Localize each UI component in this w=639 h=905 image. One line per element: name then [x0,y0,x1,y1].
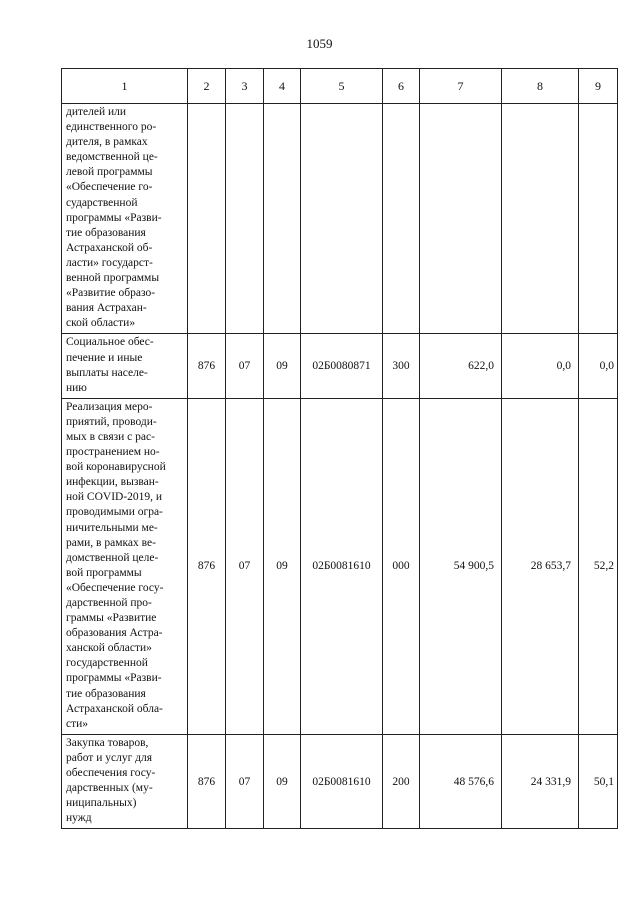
column-header-4: 4 [264,69,301,104]
cell-section: 07 [226,334,264,398]
cell-expense-type [383,104,420,334]
column-header-3: 3 [226,69,264,104]
cell-expense-type: 300 [383,334,420,398]
cell-section: 07 [226,734,264,829]
cell-subsection [264,104,301,334]
cell-amount-executed: 24 331,9 [502,734,579,829]
cell-amount-planned: 48 576,6 [420,734,502,829]
table-row [62,398,618,734]
cell-subsection: 09 [264,334,301,398]
cell-target-article [301,104,383,334]
table-row [62,334,618,398]
row-description: Закупка товаров, работ и услуг для обеспечения госу- дарственных (му- ниципальных) нужд [62,734,188,829]
row-description: Реализация меро- приятий, проводи- мых в связи с рас- пространением но- вой коронавирусной инфекции, вызван- ной COVID-2019, и проводимыми огра- ничительными ме- рами, в рамках ве- домственной целе- вой программы «Обеспечение госу- дарственной про- граммы «Развитие образования Астра- ханской области» государственной программы «Разви- тие образования Астраханской обла- сти» [62,398,188,734]
column-header-7: 7 [420,69,502,104]
column-header-9: 9 [579,69,618,104]
cell-target-article: 02Б0080871 [301,334,383,398]
cell-amount-planned: 54 900,5 [420,398,502,734]
row-description: дителей или единственного ро- дителя, в рамках ведомственной це- левой программы «Обеспечение го- сударственной программы «Разви- тие образования Астраханской об- ласти» государст- венной программы «Развитие образо- вания Астрахан- ской области» [62,104,188,334]
cell-target-article: 02Б0081610 [301,398,383,734]
column-header-6: 6 [383,69,420,104]
table-row [62,104,618,334]
cell-code: 876 [188,334,226,398]
cell-amount-executed: 28 653,7 [502,398,579,734]
table-row [62,734,618,829]
column-header-8: 8 [502,69,579,104]
cell-target-article: 02Б0081610 [301,734,383,829]
page-number: 1059 [306,36,333,51]
cell-code: 876 [188,734,226,829]
cell-amount-executed: 0,0 [502,334,579,398]
table-header-row [62,69,618,104]
cell-code [188,104,226,334]
column-header-2: 2 [188,69,226,104]
column-header-5: 5 [301,69,383,104]
column-header-1: 1 [62,69,188,104]
cell-amount-planned: 622,0 [420,334,502,398]
cell-percent: 50,1 [579,734,618,829]
cell-percent [579,104,618,334]
cell-section: 07 [226,398,264,734]
row-description: Социальное обес- печение и иные выплаты населе- нию [62,334,188,398]
cell-subsection: 09 [264,398,301,734]
cell-expense-type: 000 [383,398,420,734]
cell-percent: 52,2 [579,398,618,734]
cell-amount-executed [502,104,579,334]
cell-code: 876 [188,398,226,734]
cell-section [226,104,264,334]
budget-table-container [61,68,618,829]
cell-amount-planned [420,104,502,334]
cell-subsection: 09 [264,734,301,829]
budget-table [61,68,618,829]
cell-expense-type: 200 [383,734,420,829]
cell-percent: 0,0 [579,334,618,398]
